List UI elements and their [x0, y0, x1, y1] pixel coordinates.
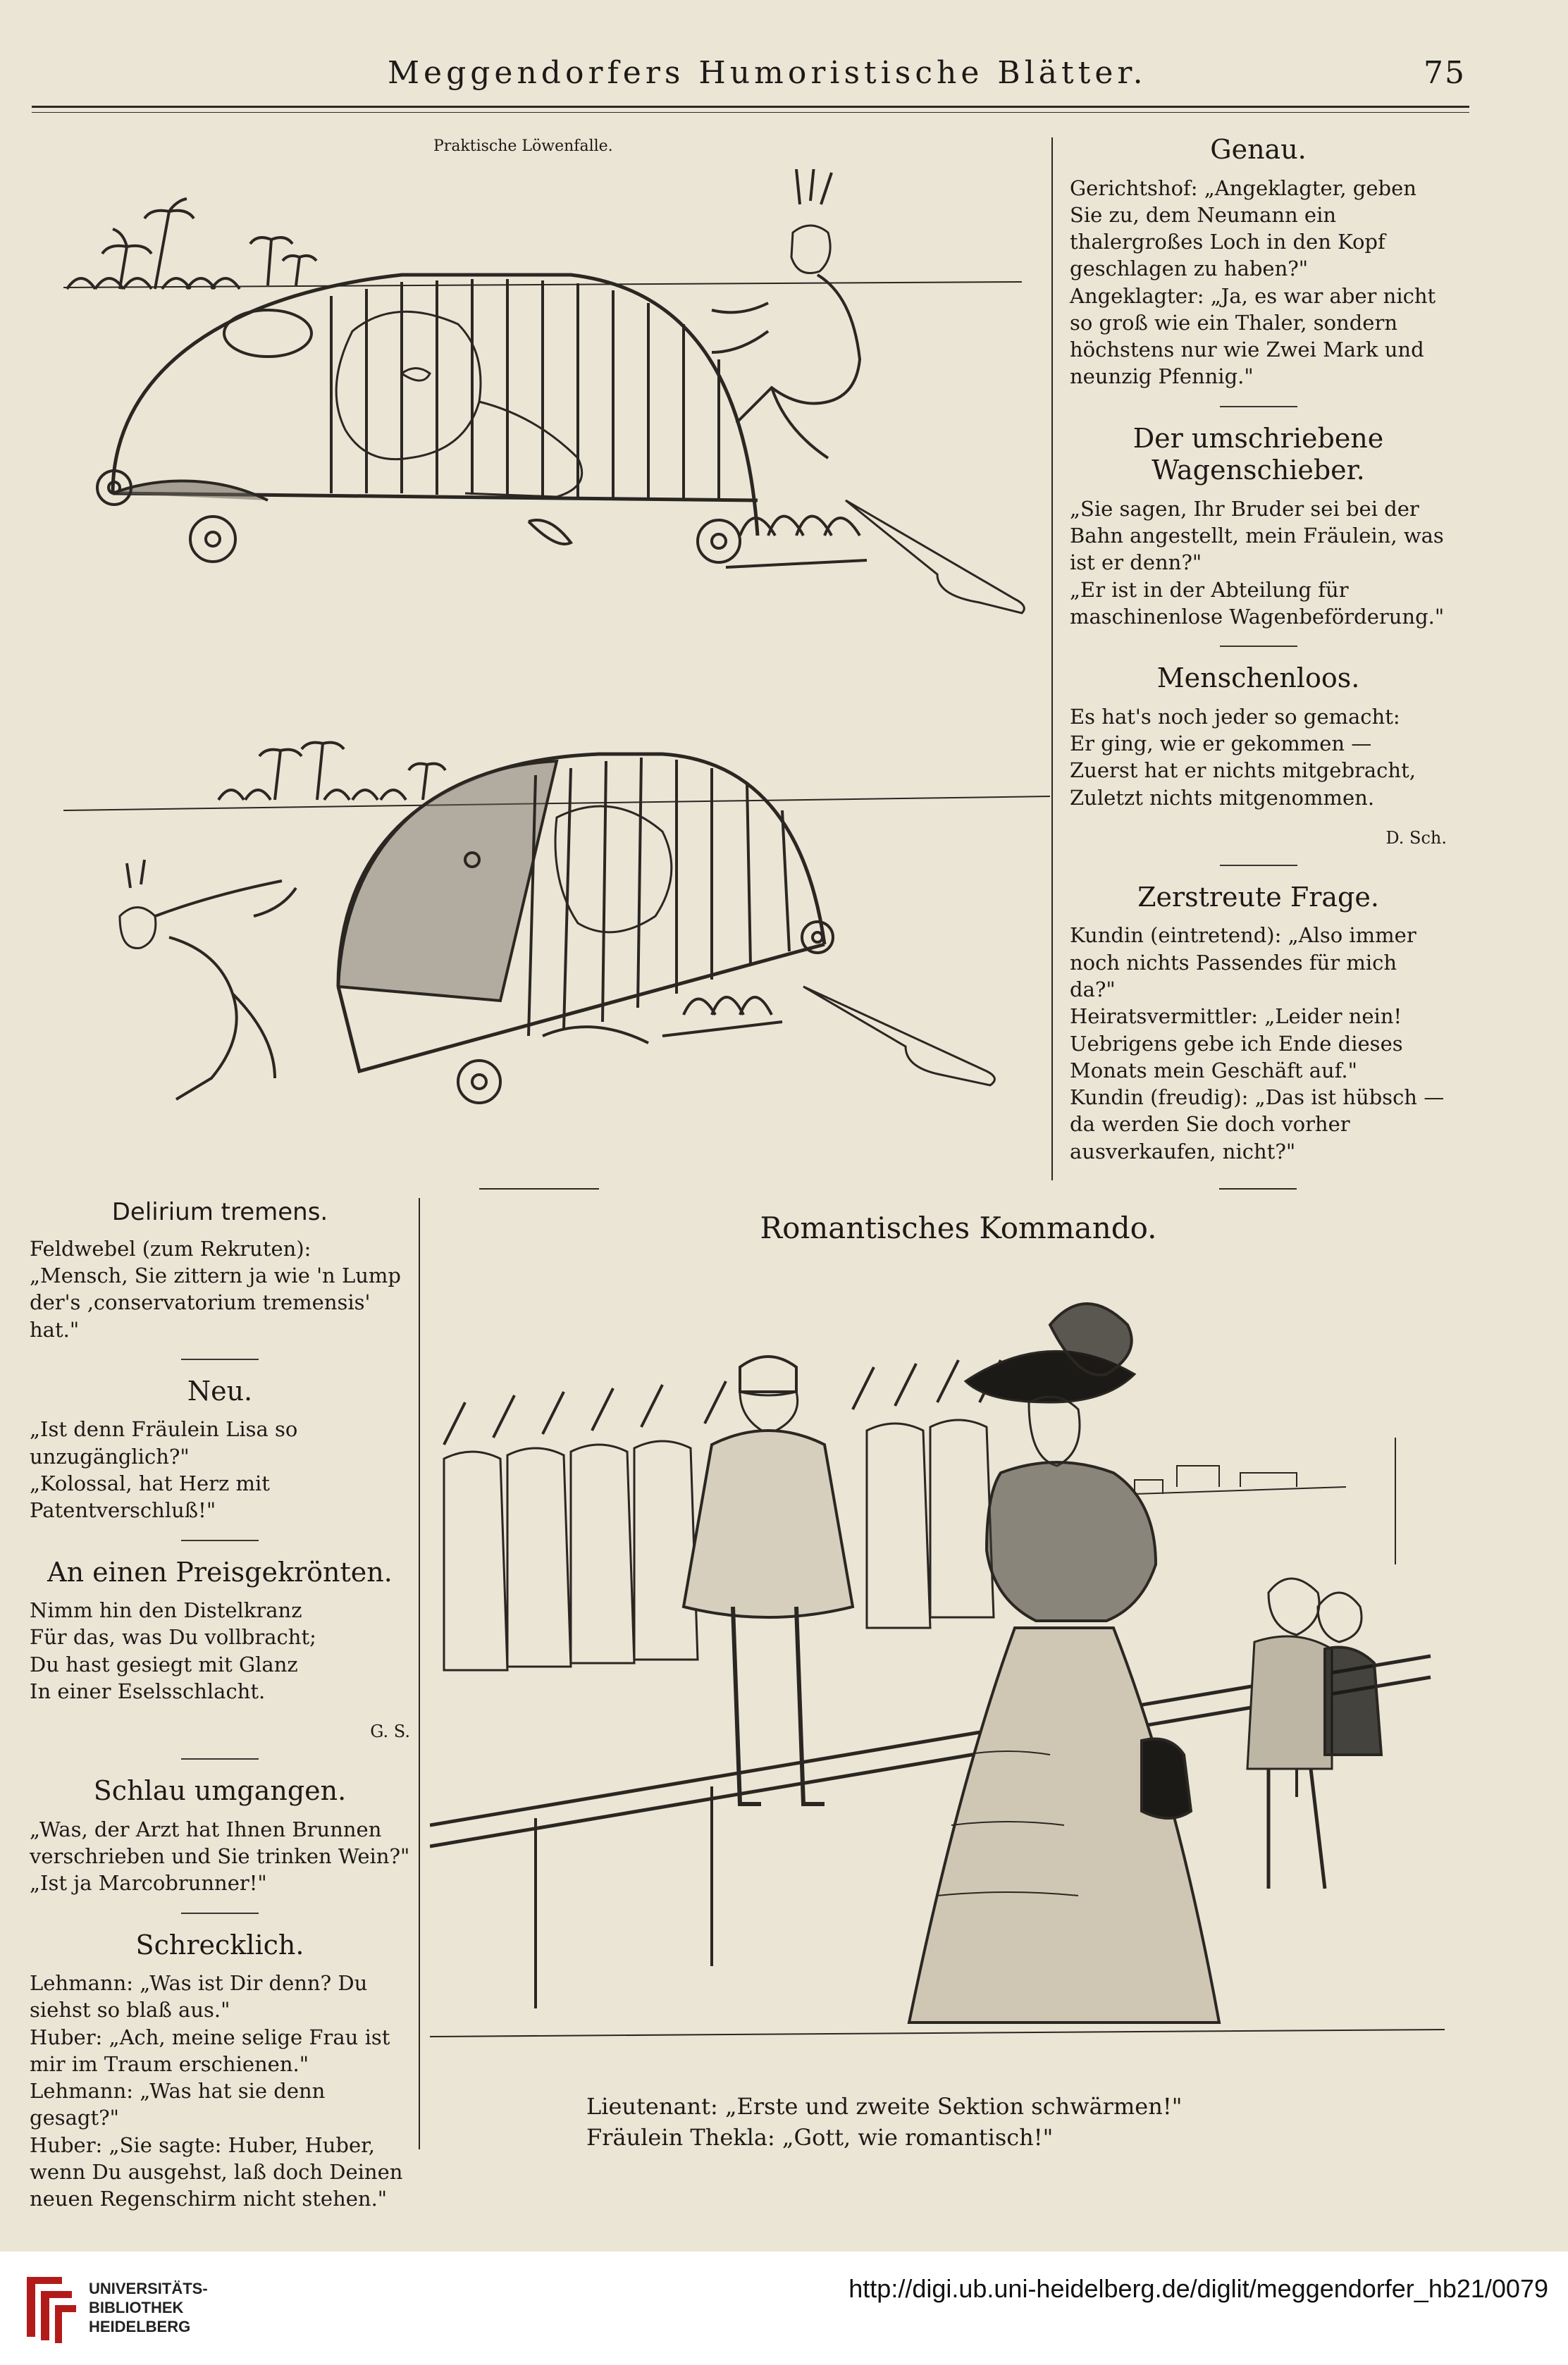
lion-trap-caption: Praktische Löwenfalle. [433, 137, 613, 155]
article-paragraph: „Er ist in der Abteilung für maschinenlose Wagenbeförderung." [1070, 577, 1445, 629]
article-delirium [30, 1198, 410, 1343]
article-schlau-umgangen [30, 1775, 410, 1896]
romantic-illustration [430, 1261, 1445, 2086]
article-title: Der umschriebene Wagenschieber. [1132, 422, 1384, 486]
article-paragraph: „Was, der Arzt hat Ihnen Brunnen verschrieben und Sie trinken Wein?" [30, 1817, 410, 1869]
article-paragraph: Kundin (eintretend): „Also immer noch nichts Passendes für mich da?" [1070, 923, 1416, 1002]
lion-trap-illustration-2 [63, 705, 1050, 1142]
article-paragraph: Huber: „Ach, meine selige Frau ist mir im Traum erschienen." [30, 2025, 390, 2076]
author-signature: D. Sch. [1385, 827, 1447, 848]
article-separator [181, 1913, 259, 1914]
article-paragraph: „Ist denn Fräulein Lisa so unzugänglich?" [30, 1417, 298, 1469]
article-separator [1220, 406, 1297, 407]
article-paragraph: „Sie sagen, Ihr Bruder sei bei der Bahn angestellt, mein Fräulein, was ist er denn?" [1070, 496, 1444, 575]
article-separator [1220, 646, 1297, 647]
section-divider [479, 1188, 599, 1190]
university-library-logo-icon [20, 2270, 79, 2346]
left-text-column [30, 1198, 410, 2213]
poem-line: Du hast gesiegt mit Glanz [30, 1652, 298, 1677]
article-title: Delirium tremens. [111, 1198, 328, 1226]
library-name-line: UNIVERSITÄTS- [89, 2280, 208, 2297]
journal-title: Meggendorfers Humoristische Blätter. [388, 55, 1147, 91]
section-divider-right [1219, 1188, 1297, 1190]
article-preisgekroenten [30, 1557, 410, 1742]
poem-line: Für das, was Du vollbracht; [30, 1625, 316, 1650]
article-paragraph: Huber: „Sie sagte: Huber, Huber, wenn Du ausgehst, laß doch Deinen neuen Regenschirm nicht stehen." [30, 2132, 403, 2211]
article-title: Neu. [187, 1375, 253, 1407]
article-title: Genau. [1210, 134, 1307, 165]
article-paragraph: Feldwebel (zum Rekruten): „Mensch, Sie zittern ja wie 'n Lump der's ‚conservatorium tremensis' hat." [30, 1236, 401, 1342]
poem-line: Nimm hin den Distelkranz [30, 1598, 302, 1623]
header-rule-1 [32, 106, 1469, 108]
article-title: Menschenloos. [1156, 662, 1360, 694]
poem-line: In einer Eselsschlacht. [30, 1679, 266, 1703]
author-signature: G. S. [370, 1722, 410, 1742]
article-paragraph: Gerichtshof: „Angeklagter, geben Sie zu, dem Neumann ein thalergroßes Loch in den Kopf geschlagen zu haben?" [1070, 175, 1416, 281]
poem-line: Es hat's noch jeder so gemacht: [1070, 704, 1400, 729]
article-schrecklich [30, 1929, 410, 2213]
poem-line: Er ging, wie er gekommen — [1070, 731, 1372, 756]
poem-line: Zuerst hat er nichts mitgebracht, [1070, 758, 1416, 783]
article-zerstreute-frage [1070, 882, 1447, 1165]
column-divider-bottom [419, 1198, 420, 2149]
article-paragraph: Heiratsvermittler: „Leider nein! Uebrigens gebe ich Ende dieses Monats mein Geschäft auf." [1070, 1004, 1403, 1082]
library-name-line: HEIDELBERG [89, 2317, 191, 2335]
library-name-line: BIBLIOTHEK [89, 2298, 184, 2316]
article-separator [1220, 865, 1297, 866]
running-header [35, 55, 1466, 97]
article-separator [181, 1359, 259, 1360]
article-menschenloos [1070, 662, 1447, 848]
article-genau [1070, 134, 1447, 390]
article-separator [181, 1758, 259, 1760]
article-paragraph: Angeklagter: „Ja, es war aber nicht so groß wie ein Thaler, sondern höchstens nur wie Zwei Mark und neunzig Pfennig." [1070, 283, 1436, 389]
article-paragraph: „Ist ja Marcobrunner!" [30, 1871, 267, 1896]
romantic-caption-line-1: Lieutenant: „Erste und zweite Sektion schwärmen!" [586, 2093, 1183, 2120]
article-title: Schrecklich. [135, 1929, 304, 1960]
article-paragraph: Lehmann: „Was hat sie denn gesagt?" [30, 2079, 326, 2130]
right-text-column [1070, 134, 1447, 1165]
romantic-caption-line-2: Fräulein Thekla: „Gott, wie romantisch!" [586, 2124, 1054, 2151]
lion-trap-illustration-1 [35, 169, 1050, 648]
article-separator [181, 1540, 259, 1541]
library-name [89, 2280, 208, 2336]
page-number: 75 [1424, 55, 1466, 91]
column-divider-top [1051, 137, 1053, 1180]
article-wagenschieber [1070, 423, 1447, 631]
header-rule-2 [32, 112, 1469, 113]
article-paragraph: „Kolossal, hat Herz mit Patentverschluß!" [30, 1471, 270, 1523]
article-title: Zerstreute Frage. [1137, 881, 1379, 913]
article-neu [30, 1376, 410, 1524]
source-url-link[interactable]: http://digi.ub.uni-heidelberg.de/diglit/meggendorfer_hb21/0079 [848, 2274, 1548, 2303]
article-title: An einen Preisgekrönten. [47, 1556, 393, 1588]
article-title: Schlau umgangen. [93, 1775, 347, 1807]
poem-line: Zuletzt nichts mitgenommen. [1070, 785, 1375, 810]
article-paragraph: Lehmann: „Was ist Dir denn? Du siehst so blaß aus." [30, 1971, 368, 2023]
romantic-title: Romantisches Kommando. [760, 1211, 1157, 1245]
library-footer [0, 2252, 1568, 2365]
article-paragraph: Kundin (freudig): „Das ist hübsch — da werden Sie doch vorher ausverkaufen, nicht?" [1070, 1085, 1445, 1163]
